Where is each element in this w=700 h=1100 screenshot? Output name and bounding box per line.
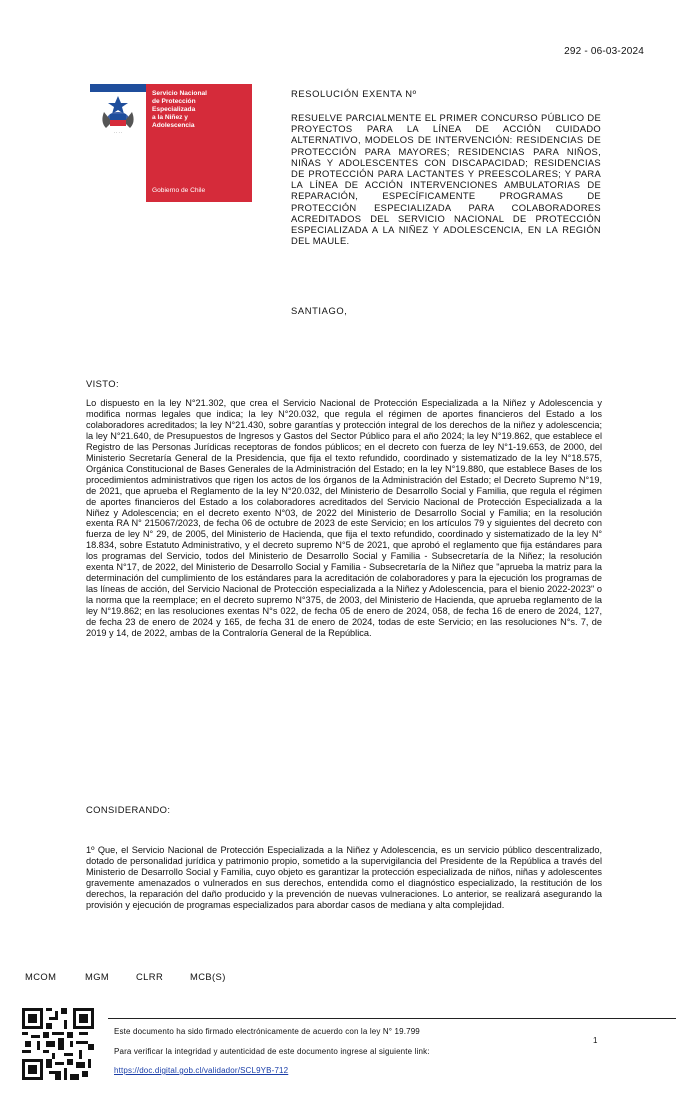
considerando-paragraph: 1º Que, el Servicio Nacional de Protección Especializada a la Niñez y Adolescencia, es un servicio público descentralizado, dotado de personalidad jurídica y patrimonio propio, sometido a la supervigilancia del Presidente de la República a través del Ministerio de Desarrollo Social y Familia, cuyo objeto es garantizar la protección especializada de niños, niñas y adolescentes gravemente amenazados o vulnerados en sus derechos, entendida como el diagnóstico especializado, la restitución de los derechos, la reparación del daño producido y la prevención de nuevas vulneraciones. Lo anterior, se realizará asegurando la provisión y ejecución de programas especializados para abordar casos de mediana y alta complejidad. [86, 845, 602, 910]
government-logo [90, 84, 252, 202]
coat-of-arms-icon [90, 92, 146, 202]
qr-code-icon [22, 1008, 94, 1080]
verification-link[interactable]: https://doc.digital.gob.cl/validador/SCL9YB-712 [114, 1066, 289, 1075]
initials-4: MCB(S) [190, 971, 226, 982]
considerando-heading: CONSIDERANDO: [86, 804, 171, 815]
visto-heading: VISTO: [86, 378, 119, 389]
agency-name: Servicio Nacional de Protección Especializada a la Niñez y Adolescencia [152, 90, 207, 129]
coat-of-arms [90, 84, 146, 202]
document-number: 292 - 06-03-2024 [564, 46, 644, 57]
signature-notice: Este documento ha sido firmado electrónicamente de acuerdo con la ley N° 19.799 [114, 1027, 420, 1036]
footer-divider [108, 1018, 676, 1019]
government-label: Gobierno de Chile [152, 187, 206, 194]
initials-2: MGM [85, 971, 110, 982]
visto-paragraph: Lo dispuesto en la ley N°21.302, que crea el Servicio Nacional de Protección Especializada a la Niñez y Adolescencia y modifica normas legales que indica; la ley N°20.032, que regula el régimen de aportes financieros del Estado a los colaboradores acreditados; la ley N°21.430, sobre garantías y protección integral de los derechos de la niñez y adolescencia; la ley N°21.640, de Presupuestos de Ingresos y Gastos del Sector Público para el año 2024; la ley N°19.862, que establece el Registro de las Personas Jurídicas receptoras de fondos públicos; en el decreto con fuerza de ley N°1-19.653, de 2000, del Ministerio Secretaría General de la Presidencia, que fija el texto refundido, coordinado y sistematizado de la ley N°18.575, Orgánica Constitucional de Bases Generales de la Administración del Estado; en la ley N°19.880, que establece Bases de los procedimientos administrativos que rigen los actos de los órganos de la Administración del Estado; el Decreto Supremo N°19, de 2021, que aprueba el Reglamento de la ley N°20.032, del Ministerio de Desarrollo Social y Familia, que regula el régimen de aportes financieros del Estado a los colaboradores acreditados del Servicio Nacional de Protección Especializada a la Niñez y Adolescencia; en el decreto exento N°03, de 2022 del Ministerio de Desarrollo Social y Familia; en la resolución exenta RA N° 215067/2023, de fecha 06 de octubre de 2023 de este Servicio; en los artículos 79 y siguientes del decreto con fuerza de ley N° 29, de 2005, del Ministerio de Hacienda, que fija el texto refundido, coordinado y sistematizado de la ley N° 18.834, sobre Estatuto Administrativo, y el decreto supremo N°5 de 2021, que aprobó el reglamento que fija estándares para los programas del Servicio, todos del Ministerio de Desarrollo Social y Familia - Subsecretaría de la Niñez; la resolución exenta N°17, de 2022, del Ministerio de Desarrollo Social y Familia - Subsecretaría de la Niñez que "aprueba la matriz para la determinación del cumplimiento de los estándares para la acreditación de colaboradores y para la ejecución los programas de las líneas de acción, del Servicio Nacional de Protección especializada a la Niñez y Adolescencia, para el bienio 2022-2023" o la norma que la reemplace; en el decreto supremo N°375, de 2003, del Ministerio de Hacienda, que aprueba reglamento de la ley N°19.862; en las resoluciones exentas N°s 022, de fecha 05 de enero de 2024, 058, de fecha 16 de enero de 2024, 127, de fecha 23 de enero de 2024 y 165, de fecha 31 de enero de 2024, todas de este Servicio; en las resoluciones N°s. 7, de 2019 y 14, de 2022, ambas de la Contraloría General de la República. [86, 398, 602, 639]
svg-text:· · · ·: · · · · [113, 130, 123, 135]
verification-notice: Para verificar la integridad y autenticidad de este documento ingrese al siguiente link: [114, 1047, 430, 1056]
city-line: SANTIAGO, [291, 305, 348, 316]
initials-1: MCOM [25, 971, 57, 982]
page-number: 1 [593, 1036, 598, 1045]
resolution-summary: RESUELVE PARCIALMENTE EL PRIMER CONCURSO PÚBLICO DE PROYECTOS PARA LA LÍNEA DE ACCIÓN CUIDADO ALTERNATIVO, MODELOS DE INTERVENCIÓN: RESIDENCIAS DE PROTECCIÓN PARA MAYORES; RESIDENCIAS PARA NIÑOS, NIÑAS Y ADOLESCENTES CON DISCAPACIDAD; RESIDENCIAS DE PROTECCIÓN PARA LACTANTES Y PREESCOLARES; Y PARA LA LÍNEA DE ACCIÓN INTERVENCIONES AMBULATORIAS DE REPARACIÓN, ESPECÍFICAMENTE PROGRAMAS DE PROTECCIÓN ESPECIALIZADA PARA COLABORADORES ACREDITADOS DEL SERVICIO NACIONAL DE PROTECCIÓN ESPECIALIZADA A LA NIÑEZ Y ADOLESCENCIA, EN LA REGIÓN DEL MAULE. [291, 112, 601, 247]
resolution-title: RESOLUCIÓN EXENTA Nº [291, 88, 417, 99]
initials-3: CLRR [136, 971, 164, 982]
